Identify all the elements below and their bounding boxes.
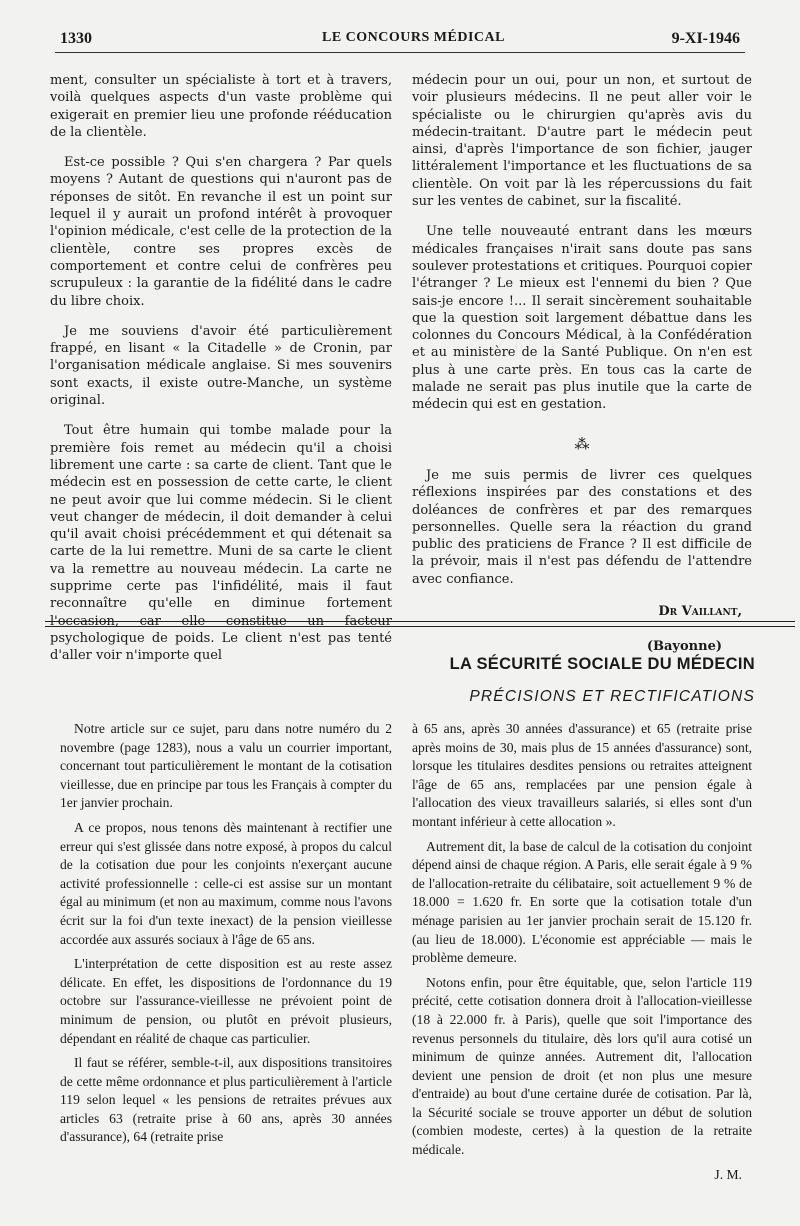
article-title: LA SÉCURITÉ SOCIALE DU MÉDECIN — [449, 655, 755, 673]
paragraph: Notons enfin, pour être équitable, que, selon l'article 119 précité, cette cotisation donnera droit à l'allocation-vieillesse (18 à 22.000 fr. à Paris), quelle que soit l'importance des revenus personnels du titulaire, dès lors qu'il aura cotisé un minimum de quinze années. Autrement dit, l'allocation devient une pension de droit (et non plus une mesure d'entraide) au bout d'une certaine durée de cotisation. Par là, la Sécurité sociale se trouve apporter un début de solution (combien modeste, certes) à la question de la retraite médicale. — [412, 974, 752, 1158]
paragraph: Une telle nouveauté entrant dans les mœurs médicales françaises n'irait sans doute pas sans soulever protestations et critiques. Pourquoi copier l'étranger ? Le mieux est l'ennemi du bien ? Que sais-je encore !... Il serait sincèrement souhaitable que la question soit largement débattue dans les colonnes du Concours Médical, à la Confédération et au ministère de la Santé Publique. On n'en est plus à une carte près. En tous cas la carte de malade ne serait pas plus inutile que la carte de médecin qui est en gestation. — [412, 224, 752, 413]
article-initials: J. M. — [714, 1166, 742, 1182]
author-location: (Bayonne) — [646, 639, 722, 655]
article-subtitle: PRÉCISIONS ET RECTIFICATIONS — [469, 688, 755, 705]
paragraph: A ce propos, nous tenons dès maintenant à rectifier une erreur qui s'est glissée dans notre exposé, à propos du calcul de la cotisation due pour les conjoints n'exerçant aucune activité professionnelle : celle-ci est assise sur un montant égal au minimum (et non au maximum, comme nous l'avons écrit sur la foi d'un texte inexact) de la pension vieillesse accordée aux assurés sociaux à l'âge de 65 ans. — [60, 819, 392, 947]
paragraph: à 65 ans, après 30 années d'assurance) et 65 (retraite prise après moins de 30, mais plus de 15 années d'assurance) sont, lorsque les titulaires desdites pensions ou retraites atteignent l'âge de 65 ans, remplacées par une pension égale à l'allocation des vieux travailleurs salariés, si elles sont d'un montant inférieur à cette allocation ». — [412, 721, 752, 829]
author-signature: Dr Vaillant, — [658, 604, 742, 620]
paragraph: Est-ce possible ? Qui s'en chargera ? Par quels moyens ? Autant de questions qui n'auront pas de réponses de sitôt. En revanche il est un point sur lequel il y aurait un profond intérêt à provoquer l'opinion médicale, c'est celle de la protection de la clientèle, contre ses propres excès de comportement et contre celui de confrères peu scrupuleux : la garantie de la fidélité dans le cadre du libre choix. — [50, 155, 392, 309]
paragraph: Je me souviens d'avoir été particulièrement frappé, en lisant « la Citadelle » de Cronin, par l'organisation médicale anglaise. Si mes souvenirs sont exacts, il existe outre-Manche, un système original. — [50, 323, 392, 409]
top-left-column — [50, 72, 392, 678]
article-left-column — [60, 720, 392, 1153]
paragraph: Je me suis permis de livrer ces quelques réflexions inspirées par des constations et des doléances de confrères et par des remarques personnelles. Quelle sera la réaction du grand public des praticiens de France ? Il est difficile de la prévoir, mais il n'est pas défendu de l'attendre avec confiance. — [412, 467, 752, 587]
issue-date: 9-XI-1946 — [671, 30, 740, 47]
asterism-separator: ⁂ — [574, 434, 590, 453]
top-right-column — [412, 72, 752, 671]
paragraph: Notre article sur ce sujet, paru dans notre numéro du 2 novembre (page 1283), nous a valu un courrier important, concernant tout particulièrement le montant de la cotisation vieillesse, due en principe par tous les Français à compter du 1er janvier prochain. — [60, 721, 392, 811]
paragraph: L'interprétation de cette disposition est au reste assez délicate. En effet, les dispositions de l'ordonnance du 19 octobre sur l'assurance-vieillesse ne prévoient point de minimum de pension, ou plutôt en prévoit plusieurs, dépendant en réalité de chaque cas particulier. — [60, 956, 392, 1046]
header-rule — [55, 52, 745, 53]
article-right-column — [412, 720, 752, 1190]
section-rule-top — [45, 621, 795, 622]
page-number: 1330 — [60, 30, 92, 47]
paragraph: médecin pour un oui, pour un non, et surtout de voir plusieurs médecins. Il ne peut aller voir le spécialiste ou le chirurgien qu'après avis du médecin-traitant. D'autre part le médecin peut ainsi, d'après l'importance de son fichier, jauger littéralement l'importance et les fluctuations de sa clientèle. On voit par là les répercussions du fait sur les ventes de cabinet, sur la fiscalité. — [412, 73, 752, 210]
section-rule-bottom — [45, 626, 795, 627]
page-header — [60, 30, 740, 52]
paragraph: Tout être humain qui tombe malade pour la première fois remet au médecin qu'il a choisi librement une carte : sa carte de client. Tant que le médecin est en possession de cette carte, le client ne peut avoir que lui comme médecin. Si le client veut changer de médecin, il doit demander à celui qu'il avait choisi précédemment et qui détenait sa carte de la lui remettre. Muni de sa carte le client va la remettre au nouveau médecin. La carte ne supprime certe pas l'infidélité, mais il faut reconnaître qu'elle en diminue fortement l'occasion, car elle constitue un facteur psychologique de poids. Le client n'est pas tenté d'aller voir n'importe quel — [50, 423, 392, 664]
paragraph: Il faut se référer, semble-t-il, aux dispositions transitoires de cette même ordonnance et plus particulièrement à l'article 119 selon lequel « les pensions de retraites prévues aux articles 63 (retraite prise à 60 ans, après 30 années d'assurance), 64 (retraite prise — [60, 1055, 392, 1145]
journal-name: LE CONCOURS MÉDICAL — [322, 30, 505, 45]
paragraph: ment, consulter un spécialiste à tort et à travers, voilà quelques aspects d'un vaste problème qui exigerait en premier lieu une profonde rééducation de la clientèle. — [50, 73, 392, 140]
paragraph: Autrement dit, la base de calcul de la cotisation du conjoint dépend ainsi de chaque région. A Paris, elle serait égale à 9 % de l'allocation-retraite du célibataire, soit actuellement 9 % de 18.000 = 1.620 fr. En sorte que la cotisation totale d'un ménage parisien au 1er janvier prochain serait de 15.120 fr. (au lieu de 18.000). L'économie est appréciable — mais le problème demeure. — [412, 838, 752, 966]
